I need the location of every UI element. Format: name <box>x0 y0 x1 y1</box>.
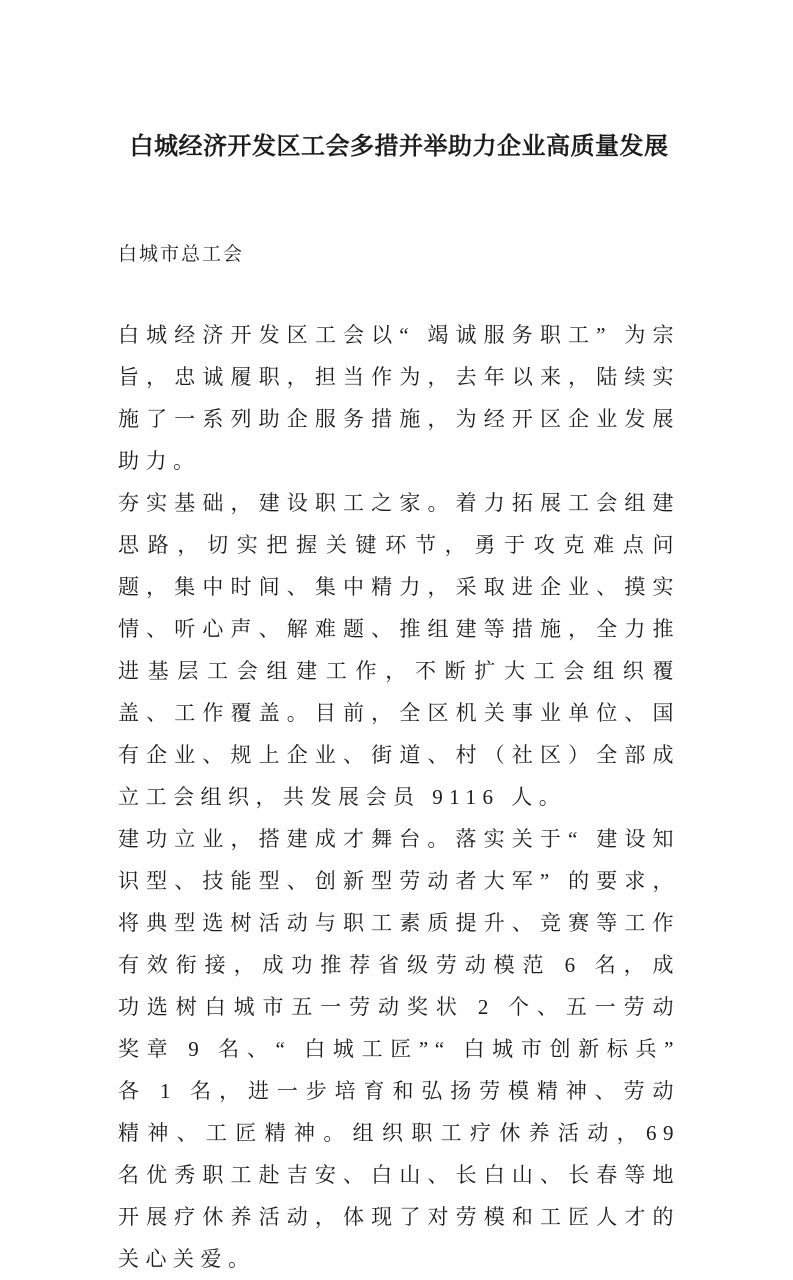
author-line: 白城市总工会 <box>118 244 245 265</box>
paragraph-intro: 白城经济开发区工会以“ 竭诚服务职工” 为宗旨，忠诚履职，担当作为，去年以来，陆续实施了一系列助企服务措施，为经开区企业发展助力。 <box>118 323 680 473</box>
paragraph-talent-platform: 建功立业，搭建成才舞台。落实关于“ 建设知识型、技能型、创新型劳动者大军” 的要求，将典型选树活动与职工素质提升、竞赛等工作有效衔接，成功推荐省级劳动模范 6 名，成功选树白城市五一劳动奖状 2 个、五一劳动奖章 9 名、“ 白城工匠”“ 白城市创新标兵” 各 1 名，进一步培育和弘扬劳模精神、劳动精神、工匠精神。组织职工疗休养活动，69 名优秀职工赴吉安、白山、长白山、长春等地开展疗休养活动，体现了对劳模和工匠人才的关心关爱。 <box>118 827 680 1271</box>
paragraph-union-building: 夯实基础，建设职工之家。着力拓展工会组建思路，切实把握关键环节，勇于攻克难点问题，集中时间、集中精力，采取进企业、摸实情、听心声、解难题、推组建等措施，全力推进基层工会组建工作，不断扩大工会组织覆盖、工作覆盖。目前，全区机关事业单位、国有企业、规上企业、街道、村（社区）全部成立工会组织，共发展会员 9116 人。 <box>118 491 680 809</box>
document-body <box>118 314 680 1280</box>
document-page <box>0 131 793 1271</box>
document-title: 白城经济开发区工会多措并举助力企业高质量发展 <box>129 134 669 160</box>
